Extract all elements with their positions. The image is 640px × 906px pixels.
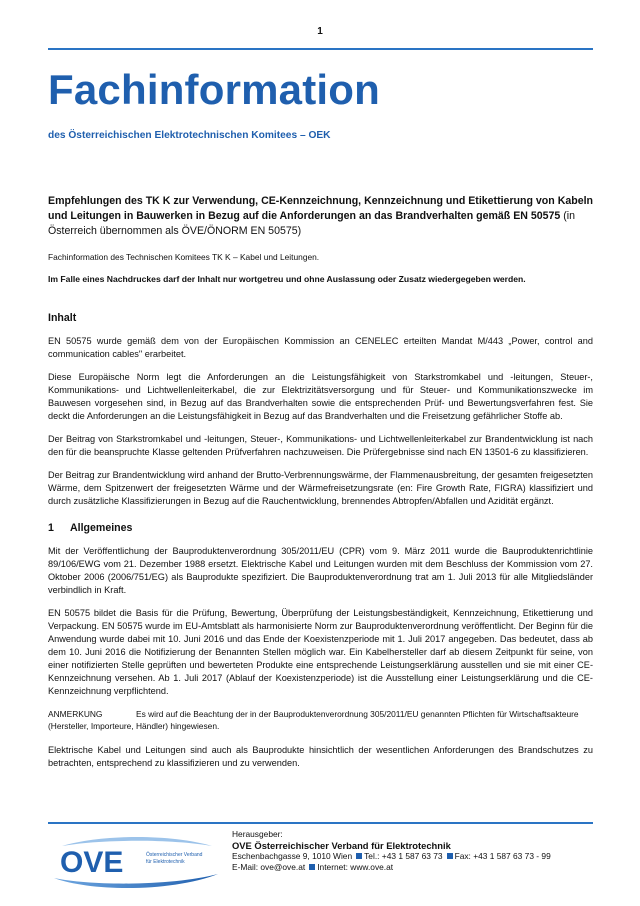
page-subtitle: des Österreichischen Elektrotechnischen Komitees – OEK [48, 130, 331, 141]
phone: Tel.: +43 1 587 63 73 [364, 851, 443, 861]
section-paragraph: EN 50575 bildet die Basis für die Prüfung, Bewertung, Überprüfung der Leistungsbeständigkeit, Kennzeichnung, Etikettierung und Verpackung. EN 50575 wurde im EU-Amtsblatt als harmonisierte Norm zur Bauproduktenverordnung veröffentlicht. Der Beginn für die Anwendung wurde dabei mit 10. Juni 2016 und das Ende der Koexistenzperiode mit 1. Juli 2017 angegeben. Das bedeutet, dass ab dem 10. Juni 2016 die Notifizierung der Benannten Stellen möglich war. Ein Kabelhersteller darf ab diesem Zeitpunkt für seine, von einer notifizierten Stelle geprüften und bewerteten Produkte eine entsprechende Leistungserklärung ausstellen und sie mit einer CE-Kennzeichnung versehen. Ab 1. Juli 2017 (Ablauf der Koexistenzperiode) ist die Ausstellung einer Leistungserklärung und die CE-Kennzeichnung verpflichtend. [48, 608, 593, 696]
content-paragraph: Der Beitrag von Starkstromkabel und -leitungen, Steuer-, Kommunikations- und Lichtwellenleiterkabel zur Brandentwicklung ist nach den für die beanspruchte Klasse geltenden Prüfverfahren nachzuweisen. Die Prüfergebnisse sind nach EN 13501-6 zu klassifizieren. [48, 434, 593, 457]
address: Eschenbachgasse 9, 1010 Wien [232, 851, 353, 861]
section-paragraph: Mit der Veröffentlichung der Bauproduktenverordnung 305/2011/EU (CPR) vom 9. März 2011 wurde die Bauproduktenrichtlinie 89/106/EWG vom 21. Dezember 1988 ersetzt. Elektrische Kabel und Leitungen wurden mit dem Beschluss der Kommission vom 27. Oktober 2006 (2006/751/EG) als Bauprodukte spezifiziert. Die Bauproduktenverordnung trat am 1. Juli 2013 für alle Mitgliedsländer verbindlich in Kraft. [48, 546, 593, 595]
note-label: ANMERKUNG [48, 709, 103, 719]
main-heading-suffix: (in Österreich übernommen als ÖVE/ÖNORM EN 50575) [48, 210, 576, 237]
publisher-label: Herausgeber: [232, 829, 283, 839]
intro-text: Fachinformation des Technischen Komitees TK K – Kabel und Leitungen. [48, 252, 320, 262]
top-divider [48, 48, 593, 50]
fax: Fax: +43 1 587 63 73 - 99 [454, 851, 551, 861]
content-heading: Inhalt [48, 312, 77, 324]
document-body [48, 194, 593, 770]
section-heading-allgemeines [48, 522, 593, 535]
bullet-square-icon [309, 864, 315, 870]
bullet-square-icon [447, 853, 453, 859]
main-heading-text: Empfehlungen des TK K zur Verwendung, CE-Kennzeichnung, Kennzeichnung und Etikettierung von Kabeln und Leitungen in Bauwerken in Bezug auf die Anforderungen an das Brandverhalten gemäß EN 50575 [48, 195, 594, 222]
main-heading [48, 194, 593, 239]
page-number: 1 [317, 26, 323, 37]
internet-link[interactable]: Internet: www.ove.at [317, 862, 394, 872]
page-title: Fachinformation [48, 66, 381, 113]
logo-tagline: Österreichischer Verband [146, 852, 203, 858]
section-title: Allgemeines [70, 522, 133, 534]
content-paragraph: Der Beitrag zur Brandentwicklung wird anhand der Brutto-Verbrennungswärme, der Flammenausbreitung, der gesamten freigesetzten Wärme, dem Spitzenwert der freigesetzten Wärme und der Wärmefreisetzungsrate (en: Fire Growth Rate, FIGRA) klassifiziert und durch zusätzliche Klassifizierungen in Bezug auf die Rauchentwicklung, brennendes Abtropfen/Abfallen und Azidität ergänzt. [48, 470, 593, 506]
ove-logo [52, 834, 220, 892]
reprint-notice: Im Falle eines Nachdruckes darf der Inhalt nur wortgetreu und ohne Auslassung oder Zusatz wiedergegeben werden. [48, 274, 526, 284]
web-line [232, 862, 551, 873]
bottom-divider [48, 822, 593, 824]
note [48, 708, 593, 732]
note-text: Es wird auf die Beachtung der in der Bauproduktenverordnung 305/2011/EU genannten Pflichten für Wirtschaftsakteure (Hersteller, Importeure, Händler) hingewiesen. [48, 709, 579, 731]
section-number: 1 [48, 522, 54, 534]
contact-line [232, 851, 551, 862]
logo-text: OVE [60, 846, 124, 879]
closing-paragraph: Elektrische Kabel und Leitungen sind auch als Bauprodukte hinsichtlich der wesentlichen Anforderungen des Brandschutzes zu betrachten, entsprechend zu klassifizieren und zu verwenden. [48, 745, 593, 768]
bullet-square-icon [356, 853, 362, 859]
logo-tagline: für Elektrotechnik [146, 859, 185, 865]
footer [232, 829, 551, 873]
content-paragraph: Diese Europäische Norm legt die Anforderungen an die Leistungsfähigkeit von Starkstromkabel und -leitungen, Steuer-, Kommunikations- und Lichtwellenleiterkabel, die zur Elektrizitätsversorgung und für Steuer- und Kommunikationszwecke im Bauwesen vorgesehen sind, in Bezug auf das Brandverhalten sowie die entsprechenden Prüf- und Bewertungsverfahren fest. Sie deckt die Anforderungen an die Leistungsfähigkeit in Bezug auf das Brandverhalten und die Freisetzung gefährlicher Stoffe ab. [48, 372, 593, 421]
publisher-name: OVE Österreichischer Verband für Elektrotechnik [232, 840, 451, 851]
email-link[interactable]: E-Mail: ove@ove.at [232, 862, 306, 872]
content-paragraph: EN 50575 wurde gemäß dem von der Europäischen Kommission an CENELEC erteilten Mandat M/443 „Power, control and communication cables" erarbeitet. [48, 336, 593, 359]
